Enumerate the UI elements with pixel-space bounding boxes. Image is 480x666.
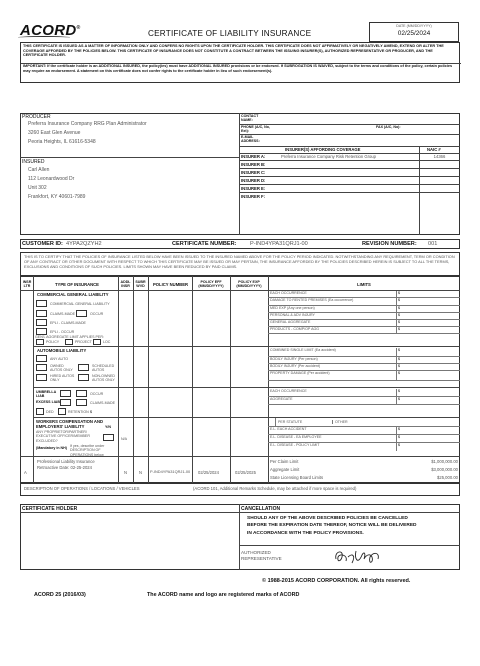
- insured-address-1: 112 Leonardwood Dr: [28, 176, 75, 182]
- email-label: E-MAIL ADDRESS:: [241, 135, 260, 144]
- owned-autos-checkbox[interactable]: [36, 364, 47, 371]
- proprietor-checkbox[interactable]: [103, 434, 114, 441]
- cancellation-text: SHOULD ANY OF THE ABOVE DESCRIBED POLICIES BE CANCELLED BEFORE THE EXPIRATION DATE THEREOF, NOTICE WILL BE DELIVERED IN ACCORDANCE WITH THE POLICY PROVISIONS.: [247, 516, 417, 536]
- header-addl: ADDL INSR: [120, 280, 131, 289]
- insured-label: INSURED: [22, 159, 45, 165]
- certificate-number-label: CERTIFICATE NUMBER:: [172, 241, 237, 247]
- copyright: © 1988-2015 ACORD CORPORATION. All rights reserved.: [262, 578, 411, 584]
- description-box: DESCRIPTION OF OPERATIONS / LOCATIONS / VEHICLES (ACORD 101, Additional Remarks Schedule, may be attached if more space is required): [20, 483, 460, 496]
- any-auto-checkbox[interactable]: [36, 355, 47, 362]
- certificate-holder-label: CERTIFICATE HOLDER: [22, 506, 78, 512]
- certificate-page: ACORD® CERTIFICATE OF LIABILITY INSURANCE DATE (MM/DD/YYYY) 02/25/2024 THIS CERTIFICATE IS ISSUED AS A MATTER OF INFORMATION ONLY AND CONFERS NO RIGHTS UPON THE CERTIFICATE HOLDER. THIS CERTIFICATE DOES NOT AFFIRMATIVELY OR NEGATIVELY AMEND, EXTEND OR ALTER THE COVERAGE AFFORDED BY THE POLICIES BELOW. THIS CERTIFICATE OF INSURANCE DOES NOT CONSTITUTE A CONTRACT BETWEEN THE ISSUING INSURER(S), AUTHORIZED REPRESENTATIVE OR PRODUCER, AND THE CERTIFICATE HOLDER. IMPORTANT: If the certificate holder is an ADDITIONAL INSURED, the policy(ies) must have ADDITIONAL INSURED provisions or be endorsed. If SUBROGATION IS WAIVED, subject to the terms and conditions of the policy, certain policies may require an endorsement. A statement on this certificate does not confer rights to the certificate holder in lieu of such endorsement(s). PRODUCER Preferra Insurance Company RRG Plan Administrator 3260 East Glen Avenue Peoria Heights, IL 61616-5348 CONTACT NAME: PHONE (A/C, No, Ext): FAX (A/C, No): E-MAIL ADDRESS: INSURER(S) AFFORDING COVERAGE NAIC # INSURER A: Preferra Insurance Company Risk Retention Group 14366 INSURER B: INSURER C: INSURER D: INSURER E: INSURER F: INSURED Carl Allen 112 Leonardwood Dr Unit 302 Frankfort, KY 40601-7989 CUSTOMER ID: 4YPA2QZYH2 CERTIFICATE NUMBER: P-IND4YPA31QRJ1-00 REVISION NUMBER: 001 THIS IS TO CERTIFY THAT THE POLICIES OF INSURANCE LISTED BELOW HAVE BEEN ISSUED TO THE INSURED NAMED ABOVE FOR THE POLICY PERIOD INDICATED. NOTWITHSTANDING ANY REQUIREMENT, TERM OR CONDITION OF ANY CONTRACT OR OTHER DOCUMENT WITH RESPECT TO WHICH THIS CERTIFICATE MAY BE ISSUED OR MAY PERTAIN, THE INSURANCE AFFORDED BY THE POLICIES DESCRIBED HEREIN IS SUBJECT TO ALL THE TERMS, EXCLUSIONS AND CONDITIONS OF SUCH POLICIES. LIMITS SHOWN MAY HAVE BEEN REDUCED BY PAID CLAIMS. INSR LTR TYPE OF INSURANCE ADDL INSR SUBR WVD POLICY NUMBER POLICY EFF (MM/DD/YYYY) POLICY EXP (MM/DD/YYYY) LIMITS COMMERCIAL GENERAL LIABILITY COMMERCIAL GENERAL LIABILITY CLAIMS-MADE OCCUR EPLI - CLAIMS-MADE EPLI - OCCUR GEN'L AGGREGATE LIMIT APPLIES PER: POLICY PROJECT LOC EACH OCCURRENCE $ DAMAGE TO RENTED PREMISES (Ea occurrence) $ MED EXP (Any one person) $ PERSONAL & ADV INJURY $ GENERAL AGGREGATE $ PRODUCTS - COMP/OP AGG $ AUTOMOBILE LIABILITY ANY AUTO OWNED AUTOS ONLY SCHEDULED AUTOS HIRED AUTOS ONLY NON-OWNED AUTOS ONLY COMBINED SINGLE LIMIT (Ea accident) $ BODILY INJURY (Per person) $ BODILY INJURY (Per accident) $ PROPERTY DAMAGE (Per accident) $ UMBRELLA LIAB OCCUR EXCESS LIAB CLAIMS-MADE DED RETENTION $ EACH OCCURRENCE $ AGGREGATE $ WORKERS COMPENSATION AND EMPLOYERS' LIABILITY Y/N ANY PROPRIETOR/PARTNER/ EXECUTIVE OFFICER/MEMBER EXCLUDED? (Mandatory in NH) If yes, describe under DESCRIPTION OF OPERATIONS below N/A PER STATUTE OTHER E.L. EACH ACCIDENT $ E.L. DISEASE - EA EMPLOYEE $ E.L. DISEASE - POLICY LIMIT $ A Professional Liability Insurance Retroactive Date: 02-25-2024 N N P-IND4YPA31QRJ1-00 02/25/2024 02/25/2025 Per Claim Limit $1,000,000.00 Aggregate Limit $3,000,000.00 State Licensing Board Limits $25,000.00 DESCRIPTION OF OPERATIONS / LOCATIONS / VEHICLES (ACORD 101, Additional Remarks Schedule, may be attached if more space is required) CERTIFICATE HOLDER CANCELLATION SHOULD ANY OF THE ABOVE DESCRIBED POLICIES BE CANCELLED BEFORE THE EXPIRATION DATE THEREOF, NOTICE WILL BE DELIVERED IN ACCORDANCE WITH THE POLICY PROVISIONS. AUTHORIZED REPRESENTATIVE © 1988-2015 ACORD CORPORATION. All rights reserved. ACORD 25 (2016/03) The ACORD name and logo are registered marks of ACORD: [0, 0, 480, 666]
- customer-id-label: CUSTOMER ID:: [22, 241, 63, 247]
- header-limits: LIMITS: [357, 282, 371, 287]
- policy-number: P-IND4YPA31QRJ1-00: [150, 469, 191, 474]
- header-type: TYPE OF INSURANCE: [55, 282, 99, 287]
- insurer-row: INSURER F:: [241, 194, 265, 200]
- policy-limits: [270, 459, 458, 483]
- phone-label: PHONE (A/C, No, Ext):: [241, 125, 270, 134]
- insurers-list: [239, 153, 460, 201]
- gl-checkbox[interactable]: [36, 300, 47, 307]
- producer-address-2: Peoria Heights, IL 61616-5348: [28, 139, 96, 145]
- limit-row: State Licensing Board Limits $25,000.00: [270, 475, 458, 480]
- gl-limits: EACH OCCURRENCE $ DAMAGE TO RENTED PREMISES (Ea occurrence) $ MED EXP (Any one person) $ PERSONAL & ADV INJURY $ GENERAL AGGREGATE $ PRODUCTS - COMP/OP AGG $: [268, 291, 460, 334]
- signature-image: [330, 545, 390, 569]
- certificate-number: P-IND4YPA31QRJ1-00: [250, 241, 308, 247]
- policy-ltr: A: [24, 470, 27, 475]
- insurer-naic: 14366: [433, 153, 446, 159]
- customer-id: 4YPA2QZYH2: [66, 241, 102, 247]
- insurer-row: INSURER D:: [239, 177, 460, 185]
- header-exp: POLICY EXP (MM/DD/YYYY): [236, 280, 262, 289]
- important-text: IMPORTANT: If the certificate holder is an ADDITIONAL INSURED, the policy(ies) must have ADDITIONAL INSURED provisions or be endorsed. If SUBROGATION IS WAIVED, subject to the terms and conditions of the policy, certain policies may require an endorsement. A statement on this certificate does not confer rights to the certificate holder in lieu of such endorsement(s).: [23, 64, 453, 73]
- insured-name: Carl Allen: [28, 167, 50, 173]
- epli-claims-checkbox[interactable]: [36, 319, 47, 326]
- umbrella-checkbox[interactable]: [60, 390, 71, 397]
- notice-box: [20, 42, 460, 83]
- gl-title: COMMERCIAL GENERAL LIABILITY: [37, 292, 109, 297]
- header-ltr: INSR LTR: [22, 280, 32, 289]
- insurer-row: INSURER E:: [239, 185, 460, 193]
- notice-text: THIS CERTIFICATE IS ISSUED AS A MATTER OF INFORMATION ONLY AND CONFERS NO RIGHTS UPON THE CERTIFICATE HOLDER. THIS CERTIFICATE DOES NOT AFFIRMATIVELY OR NEGATIVELY AMEND, EXTEND OR ALTER THE COVERAGE AFFORDED BY THE POLICIES BELOW. THIS CERTIFICATE OF INSURANCE DOES NOT CONSTITUTE A CONTRACT BETWEEN THE ISSUING INSURER(S), AUTHORIZED REPRESENTATIVE OR PRODUCER, AND THE CERTIFICATE HOLDER.: [23, 44, 444, 58]
- coverage-text: THIS IS TO CERTIFY THAT THE POLICIES OF INSURANCE LISTED BELOW HAVE BEEN ISSUED TO THE INSURED NAMED ABOVE FOR THE POLICY PERIOD INDICATED. NOTWITHSTANDING ANY REQUIREMENT, TERM OR CONDITION OF ANY CONTRACT OR OTHER DOCUMENT WITH RESPECT TO WHICH THIS CERTIFICATE MAY BE ISSUED OR MAY PERTAIN, THE INSURANCE AFFORDED BY THE POLICIES DESCRIBED HEREIN IS SUBJECT TO ALL THE TERMS, EXCLUSIONS AND CONDITIONS OF SUCH POLICIES. LIMITS SHOWN MAY HAVE BEEN REDUCED BY PAID CLAIMS.: [24, 254, 455, 270]
- producer-name: Preferra Insurance Company RRG Plan Administrator: [28, 121, 147, 127]
- workers-na: N/A: [121, 437, 127, 441]
- occur-checkbox[interactable]: [76, 310, 87, 317]
- epli-occur-checkbox[interactable]: [36, 328, 47, 335]
- naic-label: NAIC #: [427, 147, 441, 152]
- insured-address-3: Frankfort, KY 40601-7989: [28, 194, 86, 200]
- policy-subr: N: [139, 470, 143, 475]
- header-eff: POLICY EFF (MM/DD/YYYY): [198, 280, 224, 289]
- description-note: (ACORD 101, Additional Remarks Schedule, may be attached if more space is required): [193, 486, 357, 491]
- auto-limits: COMBINED SINGLE LIMIT (Ea accident) $ BODILY INJURY (Per person) $ BODILY INJURY (Per accident) $ PROPERTY DAMAGE (Per accident) $: [268, 348, 460, 381]
- excess-checkbox[interactable]: [60, 399, 71, 406]
- insurer-name: Preferra Insurance Company Risk Retention Group: [281, 153, 376, 159]
- aggregate-applies-label: GEN'L AGGREGATE LIMIT APPLIES PER:: [35, 335, 104, 339]
- umbrella-limits: EACH OCCURRENCE $ AGGREGATE $: [268, 389, 460, 405]
- policy-checkbox[interactable]: [36, 339, 44, 345]
- proprietor-question: ANY PROPRIETOR/PARTNER/ EXECUTIVE OFFICER/MEMBER EXCLUDED?: [36, 430, 90, 443]
- non-owned-autos-checkbox[interactable]: [78, 374, 89, 381]
- contact-name-label: CONTACT NAME:: [241, 114, 259, 123]
- limit-row: Per Claim Limit $1,000,000.00: [270, 459, 458, 464]
- policy-type: Professional Liability Insurance: [37, 459, 95, 464]
- policy-eff-date: 02/25/2024: [198, 470, 219, 475]
- coverage-box: [20, 252, 460, 276]
- loc-checkbox[interactable]: [93, 339, 101, 345]
- policy-exp-date: 02/25/2025: [235, 470, 256, 475]
- authorized-rep-label: AUTHORIZED REPRESENTATIVE: [241, 550, 282, 561]
- revision-number: 001: [428, 241, 438, 247]
- insured-address-2: Unit 302: [28, 185, 47, 191]
- trademark-notice: The ACORD name and logo are registered marks of ACORD: [147, 592, 300, 598]
- logo-swoosh: [18, 36, 70, 39]
- project-checkbox[interactable]: [65, 339, 73, 345]
- issue-date: 02/25/2024: [397, 30, 431, 38]
- insurers-heading: INSURER(S) AFFORDING COVERAGE: [285, 147, 361, 152]
- auto-title: AUTOMOBILE LIABILITY: [37, 348, 87, 353]
- hired-autos-checkbox[interactable]: [36, 374, 47, 381]
- form-number: ACORD 25 (2016/03): [34, 592, 86, 598]
- date-box: DATE (MM/DD/YYYY) 02/25/2024: [369, 22, 459, 42]
- scheduled-autos-checkbox[interactable]: [78, 364, 89, 371]
- policy-addl: N: [124, 470, 128, 475]
- umbrella-claims-checkbox[interactable]: [76, 399, 87, 406]
- header-subr: SUBR WVD: [135, 280, 146, 289]
- insurer-row: INSURER B:: [239, 161, 460, 169]
- umbrella-occur-checkbox[interactable]: [76, 390, 87, 397]
- revision-number-label: REVISION NUMBER:: [362, 241, 417, 247]
- insurer-row: INSURER A: Preferra Insurance Company Risk Retention Group 14366: [239, 153, 460, 161]
- producer-label: PRODUCER: [22, 114, 51, 120]
- ded-checkbox[interactable]: [36, 408, 44, 415]
- producer-address-1: 3260 East Glen Avenue: [28, 130, 81, 136]
- cancellation-label: CANCELLATION: [241, 506, 281, 512]
- policy-retro: Retroactive Date: 02-25-2024: [37, 465, 92, 470]
- acord-logo: ACORD®: [20, 22, 81, 39]
- claims-made-checkbox[interactable]: [36, 310, 47, 317]
- header-policy: POLICY NUMBER: [152, 282, 189, 287]
- insurer-row: INSURER C:: [239, 169, 460, 177]
- workers-title: WORKERS COMPENSATION AND EMPLOYERS' LIABILITY: [36, 419, 103, 430]
- limit-row: Aggregate Limit $3,000,000.00: [270, 467, 458, 472]
- fax-label: FAX (A/C, No):: [376, 125, 401, 129]
- workers-limits: PER STATUTE OTHER E.L. EACH ACCIDENT $ E.L. DISEASE - EA EMPLOYEE $ E.L. DISEASE - POLICY LIMIT $: [268, 418, 460, 451]
- retention-checkbox[interactable]: [58, 408, 66, 415]
- document-title: CERTIFICATE OF LIABILITY INSURANCE: [148, 29, 312, 38]
